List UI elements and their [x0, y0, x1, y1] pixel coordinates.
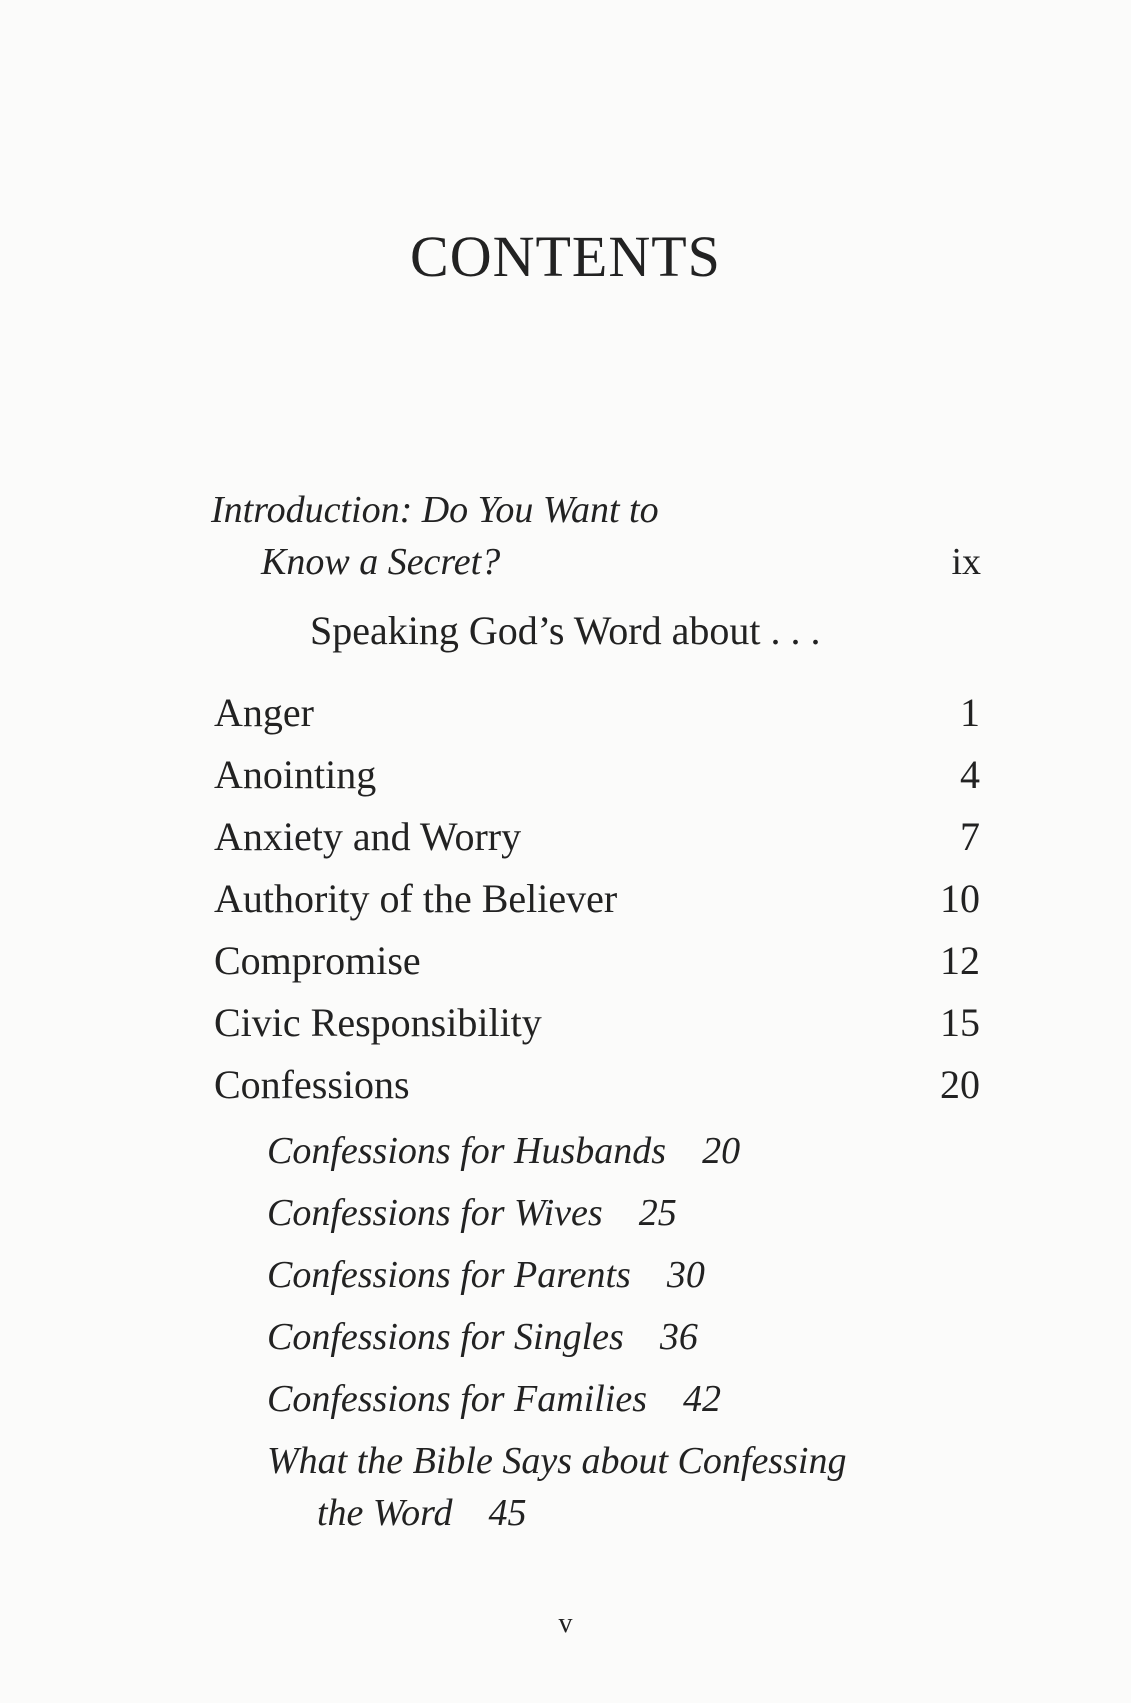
page-folio: v	[558, 1608, 573, 1639]
toc-entry-label: Confessions	[214, 1062, 410, 1107]
toc-subentry	[267, 1435, 907, 1539]
toc-entry-label: Anointing	[214, 752, 377, 797]
toc-subentry-page: 30	[666, 1254, 705, 1296]
toc-subentry-page: 20	[702, 1130, 741, 1172]
toc-subentry-page: 36	[659, 1316, 698, 1358]
intro-entry	[211, 484, 981, 588]
toc-subentry-label-cont: the Word	[317, 1492, 453, 1534]
toc-subentry	[267, 1368, 907, 1430]
toc-subentry-label: Confessions for Husbands	[267, 1130, 667, 1172]
toc-entry	[214, 868, 980, 930]
section-subheading: Speaking God’s Word about . . .	[310, 608, 821, 653]
toc-subentry-label: Confessions for Wives	[267, 1192, 603, 1234]
toc-entry-page: 20	[940, 1062, 980, 1107]
toc-subentry-page: 45	[488, 1492, 527, 1534]
toc-entry	[214, 682, 980, 744]
toc-list	[214, 682, 980, 1116]
toc-subentry-label: What the Bible Says about Confessing	[267, 1440, 847, 1482]
intro-page-number: ix	[951, 541, 981, 583]
toc-subentry-continuation	[267, 1487, 907, 1539]
intro-line2-row	[211, 536, 981, 588]
toc-entry-page: 7	[960, 814, 980, 859]
intro-title-line2: Know a Secret?	[261, 541, 501, 583]
toc-subentry	[267, 1306, 907, 1368]
toc-subentry	[267, 1244, 907, 1306]
toc-subentry-label: Confessions for Singles	[267, 1316, 624, 1358]
toc-subentry-page: 42	[683, 1378, 722, 1420]
toc-entry-page: 12	[940, 938, 980, 983]
toc-subentry	[267, 1120, 907, 1182]
toc-entry	[214, 992, 980, 1054]
toc-entry	[214, 744, 980, 806]
toc-entry-label: Anger	[214, 690, 314, 735]
toc-entry-page: 15	[940, 1000, 980, 1045]
toc-entry-page: 10	[940, 876, 980, 921]
toc-entry-label: Civic Responsibility	[214, 1000, 542, 1045]
toc-entry-label: Compromise	[214, 938, 421, 983]
toc-subentry-label: Confessions for Parents	[267, 1254, 631, 1296]
toc-subentry-list	[267, 1120, 907, 1539]
toc-entry-page: 1	[960, 690, 980, 735]
toc-entry-page: 4	[960, 752, 980, 797]
toc-entry	[214, 1054, 980, 1116]
toc-entry	[214, 806, 980, 868]
toc-subentry-page: 25	[638, 1192, 677, 1234]
page-title: CONTENTS	[410, 224, 721, 289]
toc-entry-label: Anxiety and Worry	[214, 814, 522, 859]
toc-entry-label: Authority of the Believer	[214, 876, 618, 921]
toc-subentry	[267, 1182, 907, 1244]
toc-entry	[214, 930, 980, 992]
intro-title-line1: Introduction: Do You Want to	[211, 489, 659, 531]
toc-subentry-label: Confessions for Families	[267, 1378, 648, 1420]
